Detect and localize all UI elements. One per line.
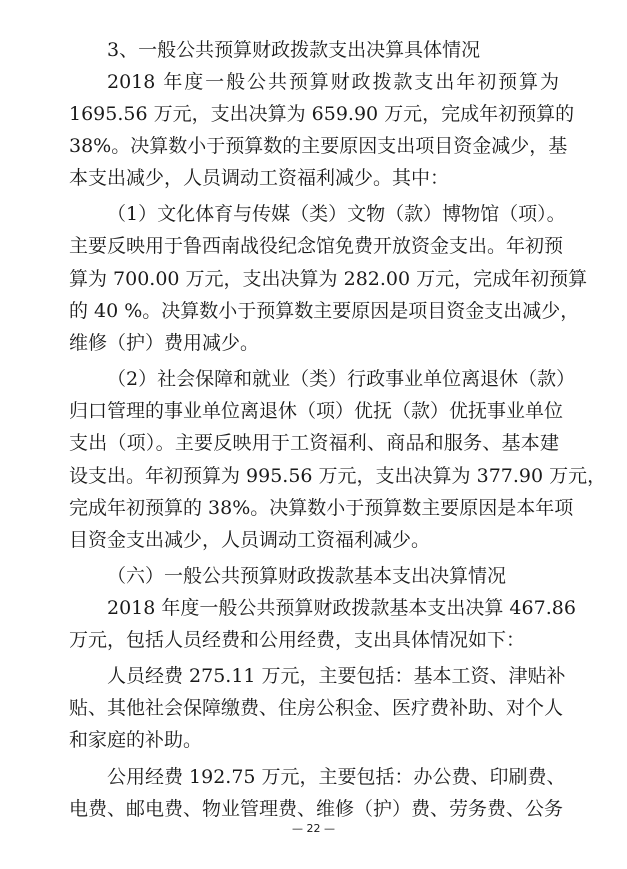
paragraph-line: 38%。决算数小于预算数的主要原因支出项目资金减少，基 [69,135,568,157]
paragraph-line: 2018 年度一般公共预算财政拨款支出年初预算为 [107,71,559,93]
paragraph-line: （2）社会保障和就业（类）行政事业单位离退休（款） [107,368,576,390]
page-number: — 22 — [292,822,335,835]
paragraph-line: 1695.56 万元，支出决算为 659.90 万元，完成年初预算的 [69,103,575,125]
paragraph-line: 的 40 %。决算数小于预算数主要原因是项目资金支出减少， [69,300,580,322]
paragraph-line: 公用经费 192.75 万元，主要包括：办公费、印刷费、 [107,766,566,788]
paragraph-line: 本支出减少，人员调动工资福利减少。其中： [69,167,450,189]
paragraph-line: 人员经费 275.11 万元，主要包括：基本工资、津贴补 [107,665,566,687]
paragraph-line: 2018 年度一般公共预算财政拨款基本支出决算 467.86 [107,597,576,619]
paragraph-line: 设支出。年初预算为 995.56 万元，支出决算为 377.90 万元， [69,465,607,487]
paragraph-line: 电费、邮电费、物业管理费、维修（护）费、劳务费、公务 [69,798,564,820]
paragraph-line: 完成年初预算的 38%。决算数小于预算数主要原因是本年项 [69,497,574,519]
paragraph-line: 目资金支出减少，人员调动工资福利减少。 [69,529,431,551]
paragraph-line: 支出（项）。主要反映用于工资福利、商品和服务、基本建 [69,432,559,454]
section-heading-6: （六）一般公共预算财政拨款基本支出决算情况 [107,565,507,587]
paragraph-line: 和家庭的补助。 [69,729,203,751]
paragraph-line: 主要反映用于鲁西南战役纪念馆免费开放资金支出。年初预 [69,235,564,257]
section-heading-3: 3、一般公共预算财政拨款支出决算具体情况 [107,39,481,61]
paragraph-line: 维修（护）费用减少。 [69,332,260,354]
paragraph-line: 归口管理的事业单位离退休（项）优抚（款）优抚事业单位 [69,400,564,422]
paragraph-line: 万元，包括人员经费和公用经费，支出具体情况如下： [69,629,526,651]
paragraph-line: 贴、其他社会保障缴费、住房公积金、医疗费补助、对个人 [69,697,564,719]
paragraph-line: 算为 700.00 万元，支出决算为 282.00 万元，完成年初预算 [69,268,588,290]
paragraph-line: （1）文化体育与传媒（类）文物（款）博物馆（项）。 [107,203,566,225]
